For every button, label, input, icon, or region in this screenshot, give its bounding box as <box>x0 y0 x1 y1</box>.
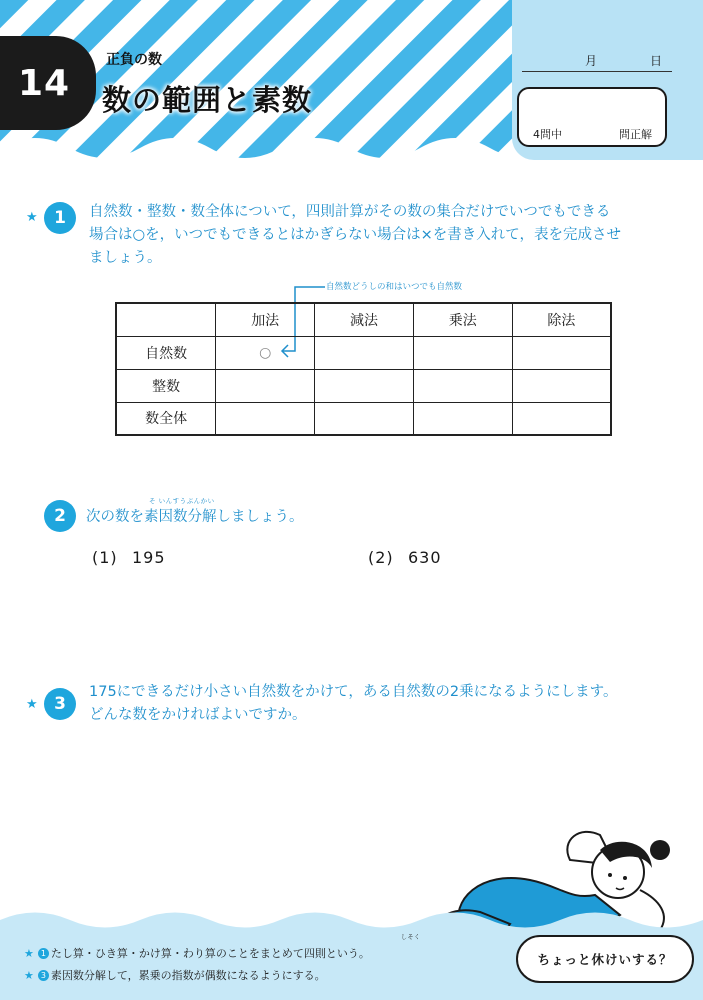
sub-question-value: 195 <box>132 548 166 567</box>
answer-cell[interactable] <box>315 369 414 402</box>
score-correct: 問正解 <box>619 128 652 141</box>
question-3-badge: 3 <box>44 688 76 720</box>
answer-cell[interactable] <box>413 402 512 435</box>
difficulty-star-icon: ★ <box>26 210 38 225</box>
question-1-line-2: 場合は○を，いつでもできるとはかぎらない場合は×を書き入れて，表を完成させ <box>89 227 622 243</box>
answer-cell[interactable] <box>512 369 611 402</box>
answer-cell[interactable] <box>216 369 315 402</box>
answer-cell[interactable] <box>216 402 315 435</box>
unit-label: 正負の数 <box>106 52 162 68</box>
table-header-cell: 除法 <box>512 303 611 336</box>
day-label: 日 <box>650 54 663 68</box>
furigana: そ いんすうぶんかい <box>149 497 215 505</box>
question-3-line-2: どんな数をかければよいですか。 <box>89 707 307 723</box>
answer-cell[interactable] <box>413 369 512 402</box>
sub-question-value: 630 <box>408 548 442 567</box>
month-label: 月 <box>585 54 598 68</box>
table-header-cell: 加法 <box>216 303 315 336</box>
question-3-line-1: 175にできるだけ小さい自然数をかけて，ある自然数の2乗になるようにします。 <box>89 684 618 700</box>
answer-cell[interactable] <box>512 402 611 435</box>
speech-bubble: ちょっと休けいする？ <box>516 935 694 983</box>
question-1-line-3: ましょう。 <box>89 250 162 266</box>
hint-text: 素因数分解して，累乗の指数が偶数になるようにする。 <box>50 969 326 982</box>
hint-badge: 3 <box>38 970 49 981</box>
answer-cell[interactable]: ○ <box>216 336 315 369</box>
hint-furigana: しそく <box>401 934 421 941</box>
table-row <box>116 402 611 435</box>
answer-cell[interactable] <box>512 336 611 369</box>
question-2-badge: 2 <box>44 500 76 532</box>
table-row <box>116 369 611 402</box>
sub-question-label: (2) <box>368 548 394 567</box>
sub-question-label: (1) <box>92 548 118 567</box>
answer-cell[interactable] <box>315 336 414 369</box>
question-1-badge: 1 <box>44 202 76 234</box>
answer-table <box>115 302 612 436</box>
answer-cell[interactable] <box>315 402 414 435</box>
question-2-text: 次の数を素因数分解しましょう。 <box>86 509 304 525</box>
date-line <box>522 71 672 72</box>
hint-note: 自然数どうしの和はいつでも自然数 <box>326 282 463 292</box>
hint-star-icon: ★ <box>24 969 34 982</box>
hint-text: たし算・ひき算・かけ算・わり算のことをまとめて四則という。 <box>50 947 370 960</box>
table-row <box>116 336 611 369</box>
difficulty-star-icon: ★ <box>26 697 38 712</box>
hint-badge: 1 <box>38 948 49 959</box>
table-header-row <box>116 303 611 336</box>
table-header-cell: 乗法 <box>413 303 512 336</box>
table-header-cell <box>116 303 216 336</box>
row-label: 数全体 <box>116 402 216 435</box>
question-1-line-1: 自然数・整数・数全体について，四則計算がその数の集合だけでいつでもできる <box>89 204 611 220</box>
page-title: 数の範囲と素数 <box>102 83 313 117</box>
table-header-cell: 減法 <box>315 303 414 336</box>
hint-item <box>24 945 370 961</box>
hint-item <box>24 967 326 983</box>
row-label: 整数 <box>116 369 216 402</box>
answer-cell[interactable] <box>413 336 512 369</box>
score-total: 4問中 <box>533 128 562 141</box>
row-label: 自然数 <box>116 336 216 369</box>
hint-star-icon: ★ <box>24 947 34 960</box>
lesson-number: 14 <box>0 36 96 130</box>
